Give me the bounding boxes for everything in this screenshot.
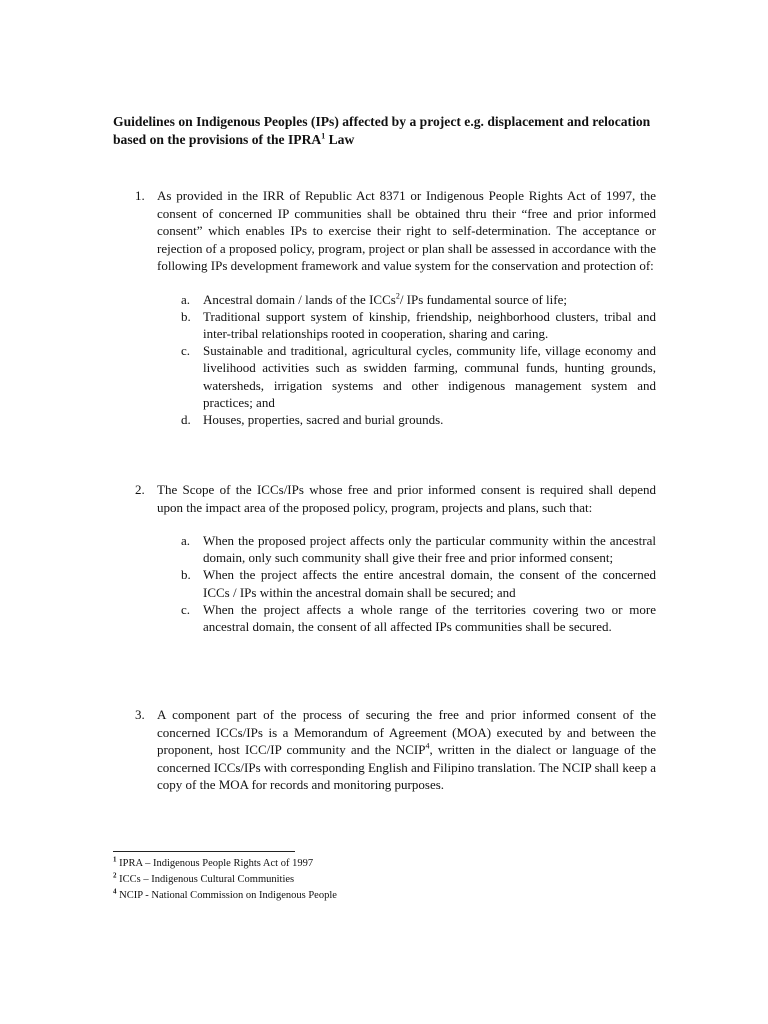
sub-list-item: a. When the proposed project affects only the particular community within the ancestral domain, only such community shall give their free and prior informed consent; <box>181 533 656 566</box>
footnote-4: $^4$ NCIP - National Commission on Indigenous People <box>113 887 337 901</box>
list-item-3 <box>113 706 656 794</box>
footnote-ref: 4 <box>425 741 430 751</box>
list-item-2 <box>113 481 656 635</box>
sub-list-item: d. Houses, properties, sacred and burial grounds. <box>181 411 444 427</box>
list-item-1 <box>113 187 656 428</box>
list-number: 2. <box>135 482 145 497</box>
sub-list-item: a. Ancestral domain / lands of the ICCs$^2$/ IPs fundamental source of life; <box>181 291 567 307</box>
sub-list-item: b. Traditional support system of kinship, friendship, neighborhood clusters, tribal and inter-tribal relationships rooted in cooperation, sharing and caring. <box>181 308 656 341</box>
footnote-separator <box>113 851 295 852</box>
footnote-1: $^1$ IPRA – Indigenous People Rights Act of 1997 <box>113 855 314 869</box>
sub-list <box>157 291 656 429</box>
list-number: 1. <box>135 188 145 203</box>
document-title: Guidelines on Indigenous Peoples (IPs) affected by a project e.g. displacement and relocation based on the provisions of the IPRA$^1$ Law <box>113 114 651 147</box>
sub-list-item: c. Sustainable and traditional, agricultural cycles, community life, village economy and livelihood activities such as swidden farming, communal funds, hunting grounds, watersheds, irrigation systems and other indigenous management system and practices; and <box>181 343 656 410</box>
list-item-text: A component part of the process of securing the free and prior informed consent of the concerned ICCs/IPs is a Memorandum of Agreement (MOA) executed by and between the proponent, host ICC/IP community and the NCIP$^4$, written in the dialect or language of the concerned ICCs/IPs with corresponding English and Filipino translation. The NCIP shall keep a copy of the MOA for records and monitoring purposes. <box>157 707 656 792</box>
sub-list <box>157 532 656 635</box>
footnote-2: $^2$ ICCs – Indigenous Cultural Communities <box>113 871 295 885</box>
footnote-ref: 1 <box>321 131 326 141</box>
footnote-ref: 2 <box>395 291 400 301</box>
sub-list-item: c. When the project affects a whole range of the territories covering two or more ancestral domain, the consent of all affected IPs communities shall be secured. <box>181 601 656 635</box>
sub-list-item: b. When the project affects the entire ancestral domain, the consent of the concerned ICCs / IPs within the ancestral domain shall be secured; and <box>181 567 656 600</box>
list-item-text: As provided in the IRR of Republic Act 8371 or Indigenous People Rights Act of 1997, the consent of concerned IP communities shall be obtained thru their “free and prior informed consent” which enables IPs to exercise their right to self-determination. The acceptance or rejection of a proposed policy, program, project or plan shall be assessed in accordance with the following IPs development framework and value system for the conservation and protection of: <box>157 188 656 273</box>
list-number: 3. <box>135 707 145 722</box>
list-item-text: The Scope of the ICCs/IPs whose free and prior informed consent is required shall depend upon the impact area of the proposed policy, program, projects and plans, such that: <box>157 482 656 515</box>
